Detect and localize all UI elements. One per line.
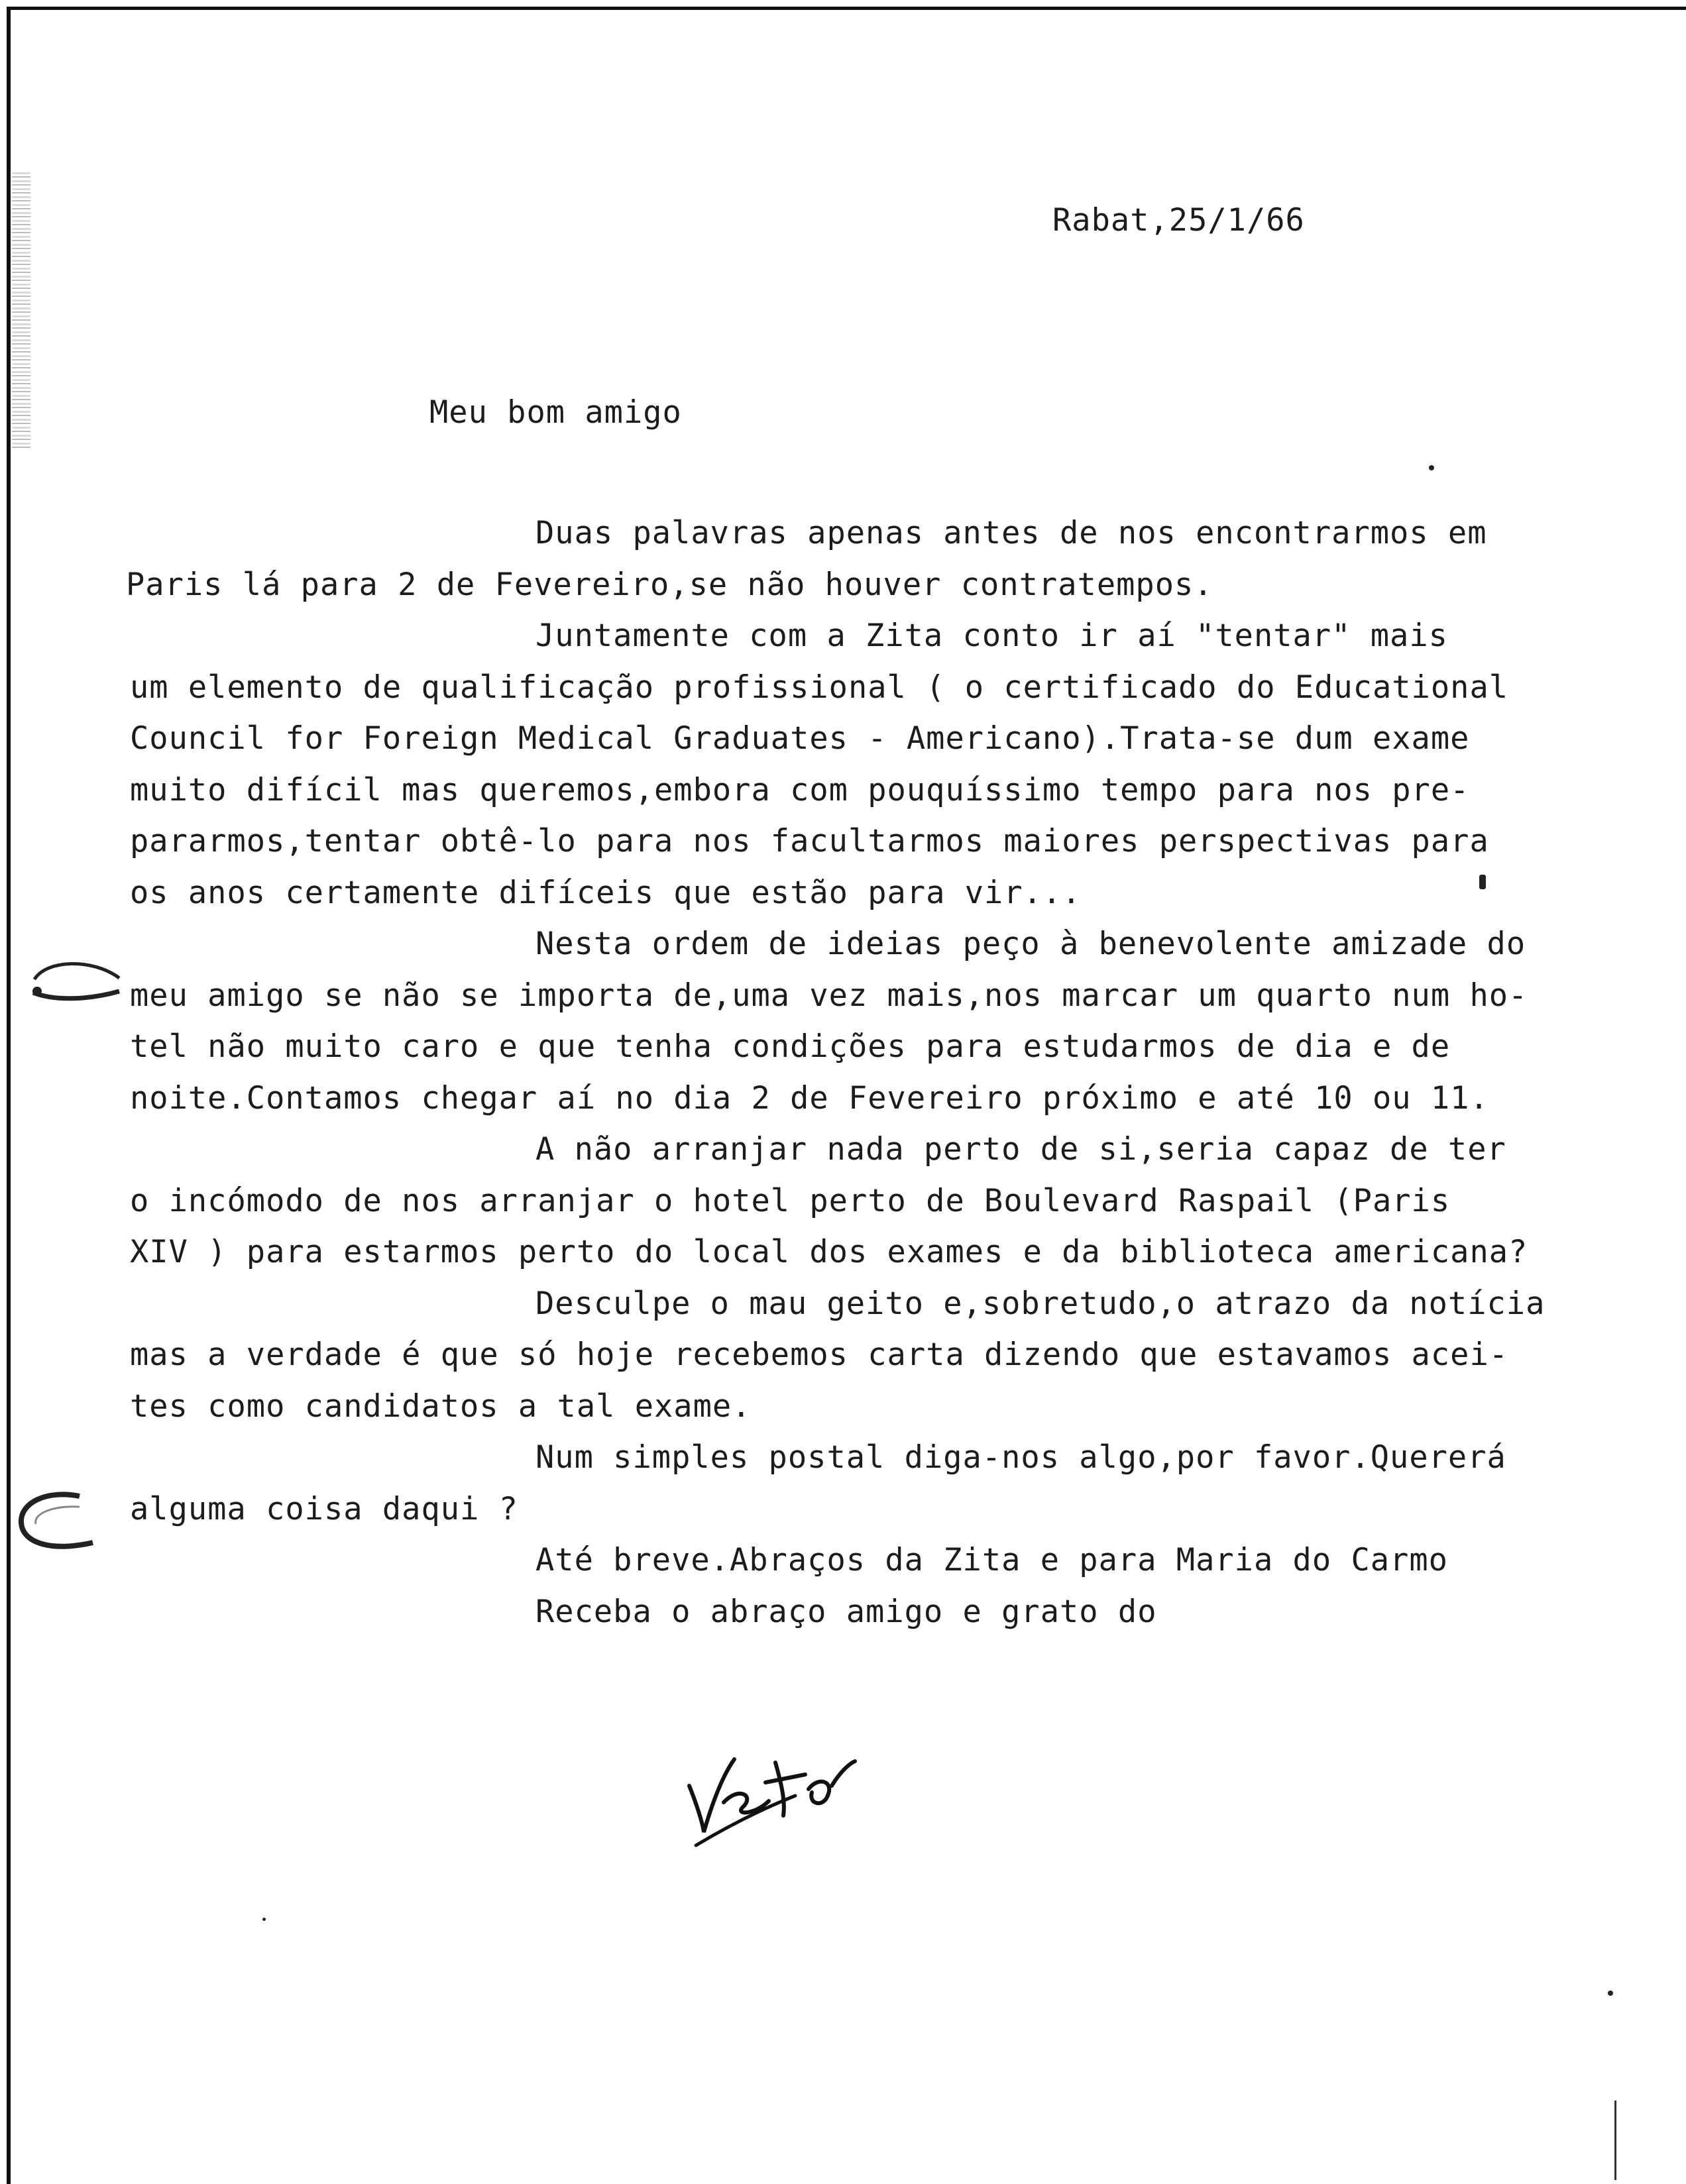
letter-date: Rabat,25/1/66 xyxy=(1052,202,1305,239)
letter-line: Num simples postal diga-nos algo,por favor.Quererá xyxy=(535,1439,1506,1476)
letter-line: mas a verdade é que só hoje recebemos carta dizendo que estavamos acei- xyxy=(130,1337,1509,1373)
letter-line: muito difícil mas queremos,embora com pouquíssimo tempo para nos pre- xyxy=(130,772,1470,808)
letter-line: Até breve.Abraços da Zita e para Maria do Carmo xyxy=(535,1542,1448,1578)
letter-line: XIV ) para estarmos perto do local dos exames e da biblioteca americana? xyxy=(130,1234,1528,1270)
letter-line: Nesta ordem de ideias peço à benevolente amizade do xyxy=(535,926,1526,962)
punch-hole-mark xyxy=(7,1483,106,1562)
ink-dot xyxy=(1608,1991,1613,1996)
scan-artifact xyxy=(12,172,30,451)
salutation: Meu bom amigo xyxy=(429,394,682,431)
ink-dot xyxy=(1479,875,1486,889)
scan-edge-right xyxy=(1614,2101,1616,2180)
letter-line: tel não muito caro e que tenha condições para estudarmos de dia e de xyxy=(130,1028,1451,1065)
letter-line: Receba o abraço amigo e grato do xyxy=(535,1594,1157,1630)
letter-line: alguma coisa daqui ? xyxy=(130,1491,518,1527)
letter-line: A não arranjar nada perto de si,seria capaz de ter xyxy=(535,1131,1506,1168)
letter-line: noite.Contamos chegar aí no dia 2 de Fevereiro próximo e até 10 ou 11. xyxy=(130,1080,1489,1117)
letter-line: tes como candidatos a tal exame. xyxy=(130,1388,752,1425)
letter-line: Council for Foreign Medical Graduates - Americano).Trata-se dum exame xyxy=(130,720,1470,757)
scan-edge-left xyxy=(7,7,11,2184)
letter-line: meu amigo se não se importa de,uma vez mais,nos marcar um quarto num ho- xyxy=(130,977,1528,1014)
letter-line: Desculpe o mau geito e,sobretudo,o atrazo da notícia xyxy=(535,1285,1546,1322)
letter-line: Paris lá para 2 de Fevereiro,se não houver contratempos. xyxy=(126,567,1213,603)
letter-line: os anos certamente difíceis que estão para vir... xyxy=(130,875,1082,911)
letter-line: Juntamente com a Zita conto ir aí "tentar" mais xyxy=(535,618,1448,654)
signature xyxy=(676,1723,875,1855)
letter-line: um elemento de qualificação profissional ( o certificado do Educational xyxy=(130,669,1509,706)
letter-line: Duas palavras apenas antes de nos encontrarmos em xyxy=(535,515,1487,551)
ink-dot xyxy=(1429,465,1434,470)
scan-edge-top xyxy=(7,7,1686,10)
ink-dot xyxy=(262,1918,266,1921)
punch-hole-mark xyxy=(20,954,133,1014)
letter-line: pararmos,tentar obtê-lo para nos facultarmos maiores perspectivas para xyxy=(130,823,1489,859)
letter-line: o incómodo de nos arranjar o hotel perto de Boulevard Raspail (Paris xyxy=(130,1183,1451,1219)
